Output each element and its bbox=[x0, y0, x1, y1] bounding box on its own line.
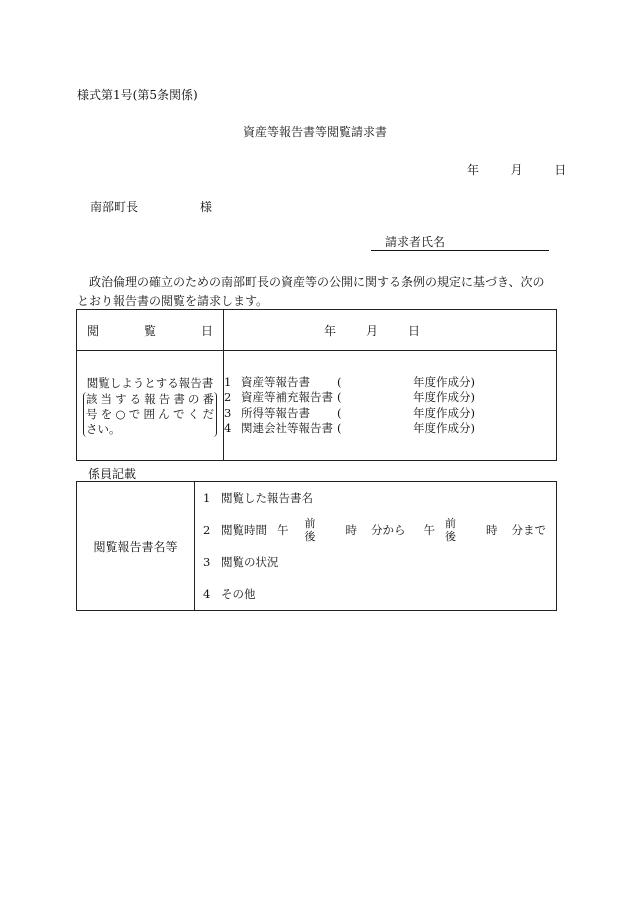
report-option[interactable] bbox=[224, 421, 556, 437]
item-text: 閲覧の状況 bbox=[221, 555, 279, 569]
option-name: 関連会社等報告書 bbox=[241, 421, 333, 435]
day-label: 日 bbox=[554, 163, 567, 177]
staff-section-label: 係員記載 bbox=[88, 467, 137, 481]
option-open: ( bbox=[337, 421, 342, 435]
option-open: ( bbox=[337, 374, 342, 389]
addressee-suffix: 様 bbox=[200, 200, 213, 214]
option-fiscal-year: 年度作成分) bbox=[413, 405, 475, 420]
minute-from-label: 分から bbox=[371, 523, 406, 537]
minute-to-label: 分まで bbox=[511, 523, 546, 537]
option-fiscal-year: 年度作成分) bbox=[413, 374, 475, 389]
instruction-line: さい。 bbox=[86, 421, 121, 436]
option-name: 所得等報告書 bbox=[241, 405, 310, 420]
option-number: 2 bbox=[224, 390, 232, 404]
viewing-date-field[interactable] bbox=[224, 310, 557, 351]
label-char: 閲 bbox=[86, 323, 99, 338]
option-number: 3 bbox=[224, 405, 232, 420]
item-number: 4 bbox=[203, 587, 211, 601]
label-char: 覧 bbox=[143, 323, 156, 338]
option-fiscal-year: 年度作成分) bbox=[413, 421, 475, 435]
applicant-name-label: 請求者氏名 bbox=[385, 235, 446, 249]
option-number: 4 bbox=[224, 421, 232, 435]
report-option[interactable] bbox=[224, 390, 556, 406]
staff-record-table bbox=[76, 481, 557, 611]
item-text: 閲覧した報告書名 bbox=[221, 491, 313, 505]
month-label: 月 bbox=[366, 323, 379, 338]
item-text: 閲覧時間 bbox=[221, 523, 267, 537]
hour-label: 時 bbox=[345, 523, 357, 537]
item-number: 3 bbox=[203, 555, 211, 569]
instruction-line: 号を○で囲んでくだ bbox=[86, 406, 214, 421]
request-statement: 政治倫理の確立のための南部町長の資産等の公開に関する条例の規定に基づき、次のとおり報告書の閲覧を請求します。 bbox=[77, 275, 545, 308]
staff-record-row bbox=[77, 482, 557, 611]
month-label: 月 bbox=[510, 163, 523, 177]
day-label: 日 bbox=[408, 323, 421, 338]
report-selection-instruction bbox=[83, 392, 217, 437]
option-number: 1 bbox=[224, 374, 232, 389]
viewed-report-name-item[interactable] bbox=[203, 482, 556, 514]
report-selection-heading: 閲覧しようとする報告書 bbox=[86, 375, 214, 390]
option-fiscal-year: 年度作成分) bbox=[413, 390, 475, 404]
report-options bbox=[224, 351, 557, 461]
report-option[interactable] bbox=[224, 406, 556, 422]
form-number: 様式第1号(第5条関係) bbox=[77, 88, 198, 102]
viewing-date-label bbox=[77, 310, 224, 351]
am-pm-choice bbox=[305, 517, 316, 543]
other-item[interactable] bbox=[203, 578, 556, 610]
request-table bbox=[76, 309, 557, 461]
option-name: 資産等報告書 bbox=[241, 374, 310, 389]
option-name: 資産等補充報告書 bbox=[241, 390, 333, 404]
option-open: ( bbox=[337, 405, 342, 420]
addressee-name: 南部町長 bbox=[90, 200, 139, 214]
am-pm-prefix: 午 bbox=[423, 523, 435, 537]
pm-option: 後 bbox=[445, 530, 456, 543]
pm-option: 後 bbox=[304, 530, 316, 543]
addressee bbox=[90, 198, 212, 215]
am-pm-prefix: 午 bbox=[277, 523, 289, 537]
viewed-reports-label: 閲覧報告書名等 bbox=[77, 482, 195, 611]
staff-record-items bbox=[195, 482, 557, 611]
viewing-date-row bbox=[77, 310, 557, 351]
viewing-time-item[interactable] bbox=[203, 514, 556, 546]
year-label: 年 bbox=[324, 323, 337, 338]
item-text: その他 bbox=[221, 587, 256, 601]
label-char: 日 bbox=[201, 323, 214, 338]
option-open: ( bbox=[337, 390, 342, 404]
request-date-line bbox=[467, 161, 566, 178]
hour-label: 時 bbox=[486, 523, 498, 537]
viewing-status-item[interactable] bbox=[203, 546, 556, 578]
report-selection-row bbox=[77, 351, 557, 461]
document-title: 資産等報告書等閲覧請求書 bbox=[243, 125, 388, 139]
item-number: 2 bbox=[203, 523, 211, 537]
am-option: 前 bbox=[445, 517, 456, 530]
report-selection-label bbox=[77, 351, 224, 461]
report-option[interactable] bbox=[224, 375, 556, 391]
am-pm-choice bbox=[445, 517, 456, 543]
item-number: 1 bbox=[203, 491, 211, 505]
applicant-name-field[interactable] bbox=[371, 236, 549, 251]
instruction-line: 該当する報告書の番 bbox=[86, 391, 214, 406]
year-label: 年 bbox=[467, 163, 480, 177]
am-option: 前 bbox=[304, 517, 316, 530]
